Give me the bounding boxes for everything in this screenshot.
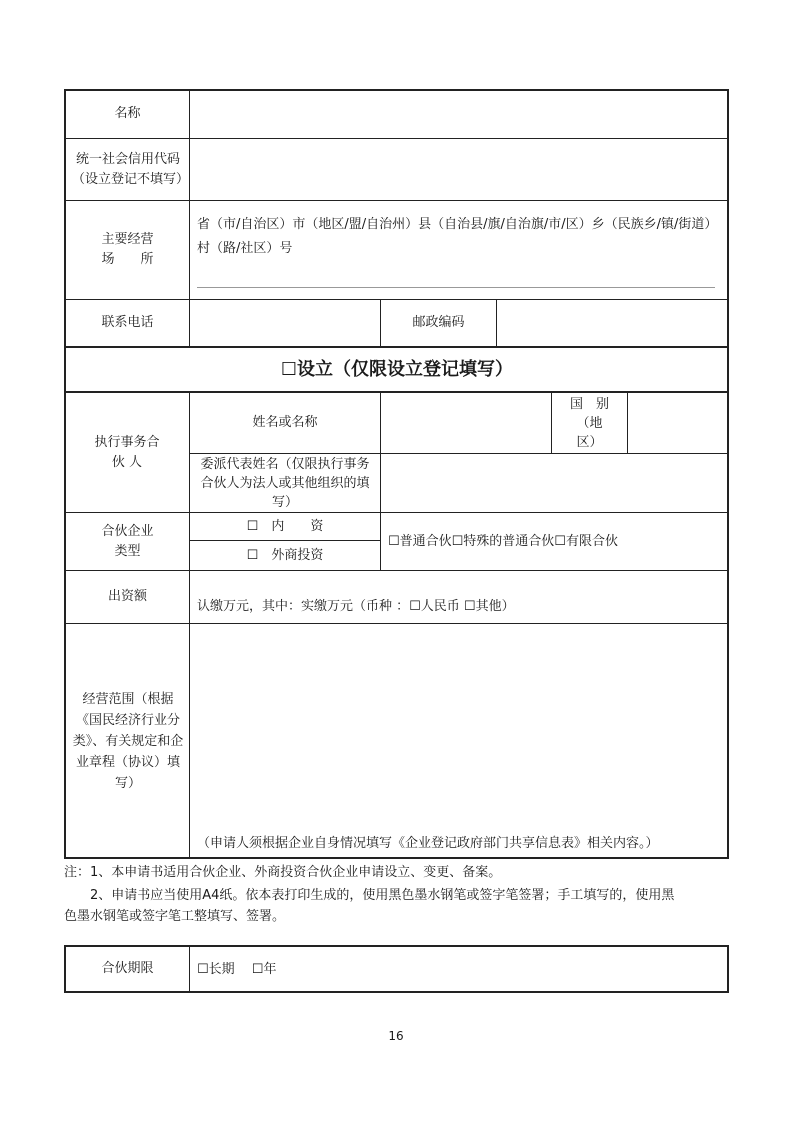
capital-text[interactable]: 认缴万元，其中：实缴万元（币种 ：☐人民币 ☐其他） — [197, 599, 515, 614]
foreign-investment-checkbox[interactable]: ☐ 外商投资 — [246, 547, 324, 563]
partnership-type-label-line1: 合伙企业 — [101, 523, 154, 539]
business-place-label-line1: 主要经营 — [101, 232, 154, 247]
name-label: 名称 — [114, 106, 141, 121]
domestic-capital-checkbox[interactable]: ☐ 内 资 — [246, 518, 324, 534]
business-scope-field[interactable] — [190, 624, 728, 829]
country-label — [552, 393, 627, 453]
address-template: 省（市/自治区）市（地区/盟/自治州）县（自治县/旗/自治旗/市/区）乡（民族乡/镇/街道）村（路/社区）号 — [197, 217, 718, 256]
note-line-1: 注：1、本申请书适用合伙企业、外商投资合伙企业申请设立、变更、备案。 — [64, 865, 502, 880]
business-scope-note: （申请人须根据企业自身情况填写《企业登记政府部门共享信息表》相关内容。） — [197, 836, 659, 851]
country-label-line3: 区） — [576, 434, 603, 450]
partner-name-label: 姓名或名称 — [252, 415, 318, 430]
delegate-name-field[interactable] — [381, 454, 728, 512]
phone-label: 联系电话 — [101, 315, 154, 330]
partnership-type-options[interactable]: ☐普通合伙☐特殊的普通合伙☐有限合伙 — [388, 534, 618, 549]
column-divider — [189, 946, 190, 992]
executive-partner-label: 执行事务合 伙 人 — [94, 434, 160, 470]
capital-label: 出资额 — [107, 589, 147, 604]
postcode-label: 邮政编码 — [412, 315, 465, 330]
country-field[interactable] — [628, 393, 728, 453]
credit-code-field[interactable] — [190, 139, 728, 200]
partnership-type-label-line2: 类型 — [114, 543, 141, 559]
name-field[interactable] — [190, 90, 728, 138]
address-input-line[interactable] — [197, 287, 715, 288]
postcode-field[interactable] — [497, 300, 728, 346]
country-label-line2: （地 — [576, 415, 603, 431]
business-place-label — [66, 201, 189, 299]
establishment-section-title[interactable]: ☐设立（仅限设立登记填写） — [280, 358, 514, 380]
country-label-line1: 国 别 — [569, 396, 609, 412]
delegate-label: 委派代表姓名（仅限执行事务合伙人为法人或其他组织的填写） — [200, 456, 370, 510]
phone-field[interactable] — [190, 300, 380, 346]
business-place-label-line2: 场 所 — [101, 252, 154, 267]
credit-code-label: 统一社会信用代码（设立登记不填写） — [72, 151, 190, 187]
partnership-term-label: 合伙期限 — [101, 961, 154, 976]
page-number: 16 — [388, 1029, 404, 1043]
business-scope-label: 经营范围（根据《国民经济行业分类》、有关规定和企业章程（协议）填写） — [72, 691, 184, 791]
partner-name-field[interactable] — [381, 393, 551, 453]
note-line-2: 2、申请书应当使用A4纸。依本表打印生成的，使用黑色墨水钢笔或签字笔签署；手工填写的，使用黑 — [90, 888, 675, 903]
partnership-type-label — [66, 513, 189, 570]
partnership-term-options[interactable]: ☐长期 ☐年 — [197, 962, 277, 977]
note-line-3: 色墨水钢笔或签字笔工整填写、签署。 — [64, 909, 286, 924]
